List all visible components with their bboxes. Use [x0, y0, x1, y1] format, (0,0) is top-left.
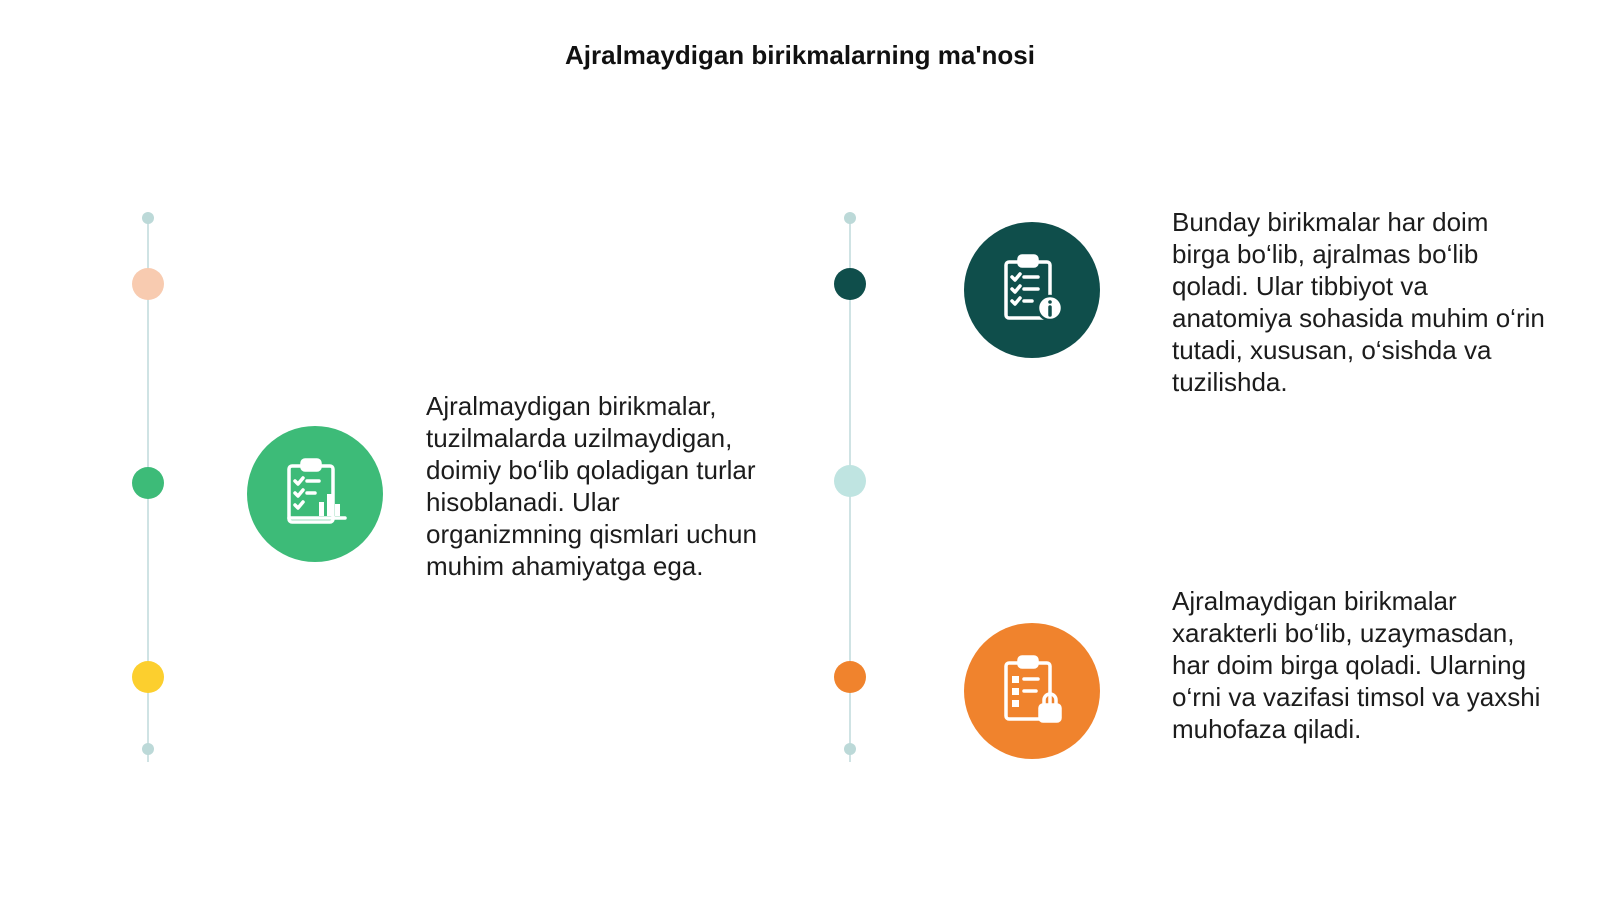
- timeline-marker-peach: [132, 268, 164, 300]
- item-1-text: Ajralmaydigan birikmalar, tuzilmalarda uzilmaydigan, doimiy bo‘lib qoladigan turlar hisoblanadi. Ular organizmning qismlari uchun muhim ahamiyatga ega.: [426, 391, 757, 581]
- clipboard-lock-icon: [992, 651, 1072, 731]
- teal-icon-circle: [964, 222, 1100, 358]
- timeline-start-dot: [844, 212, 856, 224]
- left-timeline: [133, 210, 163, 770]
- clipboard-chart-icon: [275, 454, 355, 534]
- timeline-marker-yellow: [132, 661, 164, 693]
- timeline-marker-green: [132, 467, 164, 499]
- timeline-end-dot: [844, 743, 856, 755]
- right-timeline: [835, 210, 865, 770]
- clipboard-info-icon: [992, 250, 1072, 330]
- item-2-text: Bunday birikmalar har doim birga bo‘lib, ajralmas bo‘lib qoladi. Ular tibbiyot va anatomiya sohasida muhim o‘rin tutadi, xususan, o‘sishda va tuzilishda.: [1172, 207, 1545, 397]
- page-title: Ajralmaydigan birikmalarning ma'nosi: [565, 40, 1035, 70]
- timeline-marker-mint: [834, 465, 866, 497]
- green-icon-circle: [247, 426, 383, 562]
- timeline-start-dot: [142, 212, 154, 224]
- item-3-text: Ajralmaydigan birikmalar xarakterli bo‘lib, uzaymasdan, har doim birga qoladi. Ularning o‘rni va vazifasi timsol va yaxshi muhofaza qiladi.: [1172, 586, 1541, 744]
- timeline-marker-teal: [834, 268, 866, 300]
- timeline-end-dot: [142, 743, 154, 755]
- orange-icon-circle: [964, 623, 1100, 759]
- timeline-marker-orange: [834, 661, 866, 693]
